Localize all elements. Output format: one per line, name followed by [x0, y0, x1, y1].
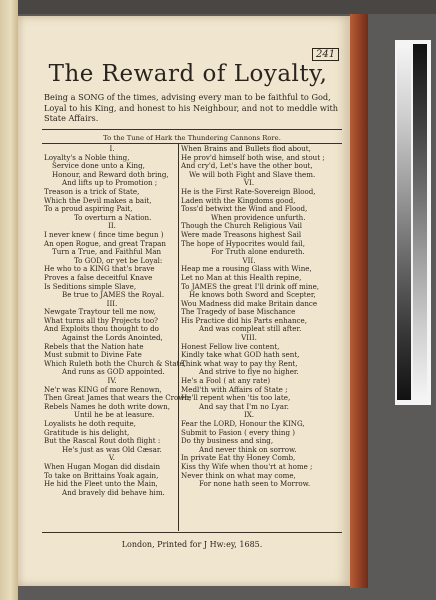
verse-line: I never knew ( fince time begun )	[44, 229, 164, 239]
verse-line: Kiss thy Wife when thou'rt at home ;	[181, 461, 313, 471]
verse-line: He prov'd himself both wise, and stout ;	[181, 152, 325, 162]
verse-line: Then Great James that wears the Crown;	[44, 393, 192, 403]
verse-line: Loyalists he doth requite,	[44, 419, 136, 428]
verse-line: And bravely did behave him.	[62, 487, 165, 497]
verse-line: Treason is a trick of State,	[44, 186, 140, 196]
verse-line: An open Rogue, and great Trapan	[44, 238, 166, 248]
ballad-title: The Reward of Loyalty,	[48, 61, 328, 87]
verse-line: He's a Fool ( at any rate)	[181, 376, 271, 386]
verse-line: Let no Man at this Health repine,	[181, 272, 302, 282]
verse-line: In private Eat thy Honey Comb,	[181, 453, 296, 463]
verse-line: Ne'r was KING of more Renown,	[44, 384, 162, 394]
verse-line: Newgate Traytour tell me now,	[44, 307, 156, 317]
verse-line: The hope of Hypocrites would fail,	[181, 238, 305, 248]
tune-line: To the Tune of Hark the Thundering Cannons Rore.	[103, 134, 281, 142]
scanner-background-top	[0, 0, 436, 14]
verse-line: And never think on sorrow.	[199, 444, 297, 454]
verse-line: He is the First Rate-Sovereign Blood,	[181, 186, 316, 196]
page-number: 241	[312, 48, 339, 61]
verse-line: To take on Brittains Yoak again,	[44, 470, 159, 480]
verse-line: What turns all thy Projects too?	[44, 315, 158, 325]
stanza-number: I.	[109, 144, 115, 153]
verse-line: Heap me a rousing Glass with Wine,	[181, 264, 312, 274]
verse-line: To a proud aspiring Pait,	[44, 204, 133, 214]
verse-line: Which Ruleth both the Church & State,	[44, 358, 186, 368]
verse-line: Until he be at leasure.	[74, 410, 155, 420]
verse-line: Do thy business and sing,	[181, 436, 274, 446]
verse-line: Honour, and Reward doth bring,	[52, 169, 169, 179]
verse-line: He knows both Sword and Scepter,	[189, 290, 316, 300]
ballad-subtitle: Being a SONG of the times, advising every man to be faithful to God, Loyal to his King, and honest to his Neighbour, and not to meddle with State Affairs.	[44, 92, 339, 123]
stanza-number: VII.	[242, 255, 256, 265]
stanza-number: VI.	[243, 178, 255, 188]
stanza-number: VIII.	[241, 333, 257, 343]
verse-line: Against the Lords Anointed,	[62, 333, 163, 343]
book-cover-left-edge	[0, 0, 18, 600]
verse-line: We will both Fight and Slave them.	[189, 169, 316, 179]
grayscale-scale-left	[397, 44, 411, 400]
right-column-verses	[181, 144, 325, 489]
verse-line: Were made Treasons highest Sail	[181, 229, 302, 239]
verse-line: Rebels that the Nation hate	[44, 341, 144, 351]
header-rule	[42, 129, 342, 130]
verse-line: When providence unfurth.	[211, 212, 306, 222]
verse-line: Submit to Fasion ( every thing )	[181, 427, 296, 437]
verse-line: He's just as was Old Cæsar.	[62, 444, 162, 454]
stanza-number: IV.	[107, 376, 117, 386]
imprint-line: London, Printed for J Hw:ey, 1685.	[121, 540, 263, 549]
verse-line: For none hath seen to Morrow.	[199, 479, 311, 489]
verse-line: His Practice did his Parts enhance,	[181, 315, 307, 325]
verse-line: Never think on what may come,	[181, 470, 296, 480]
verse-line: Must submit to Divine Fate	[44, 350, 142, 360]
verse-line: Fear the LORD, Honour the KING,	[181, 419, 305, 428]
verse-line: The Tragedy of base Mischance	[181, 307, 296, 317]
verse-line: Which the Devil makes a bait,	[44, 195, 152, 205]
verse-line: He who to a KING that's brave	[44, 264, 155, 274]
verse-line: When Brains and Bullets flod about,	[181, 144, 311, 153]
verse-line: Honest Fellow live content,	[181, 341, 280, 351]
verse-line: Rebels Names he doth write down,	[44, 401, 170, 411]
verse-line: And lifts up to Promotion ;	[62, 178, 158, 188]
verse-line: And runs as GOD appointed.	[62, 367, 165, 377]
verse-line: Loyalty's a Noble thing,	[44, 152, 130, 162]
verse-line: Is Seditions simple Slave,	[44, 281, 137, 291]
verse-line: Think what way to pay thy Rent,	[181, 358, 298, 368]
grayscale-scale-right	[413, 44, 427, 400]
ballad-page	[18, 16, 350, 586]
verse-line: And Exploits thou thought to do	[44, 324, 159, 334]
verse-line: Be true to JAMES the Royal.	[62, 290, 165, 300]
left-column-verses	[44, 144, 192, 497]
stanza-number: III.	[106, 298, 118, 308]
verse-line: And was compleat still after.	[199, 324, 302, 334]
stanza-number: IX.	[243, 410, 255, 420]
verse-line: To GOD, or yet be Loyal:	[74, 255, 163, 265]
verse-line: He hid the Fleet unto the Main,	[44, 479, 158, 489]
verse-line: Wou Madness did make Britain dance	[181, 298, 318, 308]
verse-line: To JAMES the great I'll drink off mine,	[181, 281, 320, 291]
verse-line: And cry'd, Let's have the other bout,	[181, 161, 313, 171]
verse-line: And say that I'm no Lyar.	[199, 401, 289, 411]
verse-line: Service done unto a King,	[52, 161, 145, 171]
footer-rule	[42, 532, 342, 533]
verse-line: Proves a false deceitful Knave	[44, 272, 153, 282]
verse-line: Gratitude is his delight,	[44, 427, 130, 437]
verse-line: Laden with the Kingdoms good,	[181, 195, 296, 205]
verse-line: Turn a True, and Faithful Man	[52, 247, 162, 257]
verse-line: When Hugan Mogan did disdain	[44, 461, 161, 471]
book-page-edges	[350, 14, 368, 588]
verse-line: Medl'th with Affairs of State ;	[181, 384, 288, 394]
stanza-number: V.	[108, 453, 116, 463]
verse-line: Toss'd betwixt the Wind and Flood,	[181, 204, 308, 214]
verse-line: But the Rascal Rout doth flight :	[44, 436, 161, 446]
verse-line: Kindly take what GOD hath sent,	[181, 350, 300, 360]
stanza-number: II.	[108, 221, 116, 231]
verse-line: And strive to flye no higher.	[199, 367, 299, 377]
verse-line: To overturn a Nation.	[74, 212, 152, 222]
verse-line: He'll repent when 'tis too late,	[181, 393, 291, 403]
verse-line: Though the Church Religious Vail	[181, 221, 302, 231]
verse-line: For Truth alone endureth.	[211, 247, 305, 257]
